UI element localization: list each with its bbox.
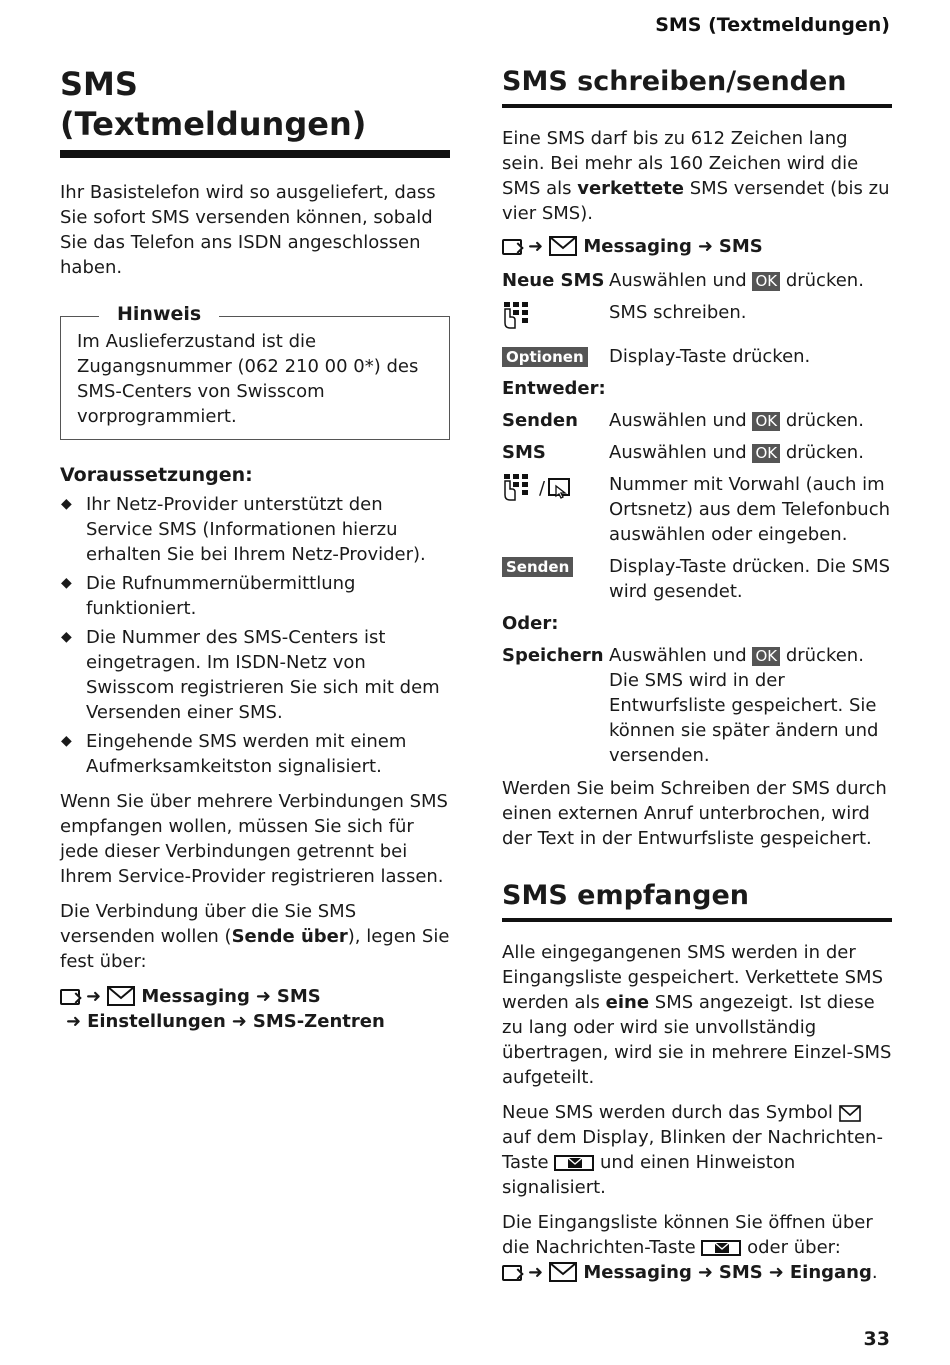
requirements-list [60,492,450,779]
list-item: ◆ Die Nummer des SMS-Centers ist eingetragen. Im ISDN-Netz von Swisscom registrieren Sie sich mit dem Versenden einer SMS. [60,625,450,725]
note-text: Im Auslieferzustand ist die Zugangsnummer (062 210 00 0*) des SMS-Centers von Swisscom vorprogrammiert. [77,331,419,427]
softkey-send: Senden [502,557,573,577]
section-title-receive: SMS empfangen [502,879,892,922]
envelope-icon [549,236,577,256]
left-column [60,60,450,1034]
receive-paragraph-2: Neue SMS werden durch das Symbol auf dem Display, Blinken der Nachrichten-Taste und einen Hinweiston signalisiert. [502,1101,883,1198]
write-intro: Eine SMS darf bis zu 612 Zeichen lang sein. Bei mehr als 160 Zeichen wird die SMS als verkettete SMS versendet (bis zu vier SMS). [502,127,890,224]
list-item: ◆ Eingehende SMS werden mit einem Aufmerksamkeitston signalisiert. [60,729,450,779]
multi-connection-paragraph: Wenn Sie über mehrere Verbindungen SMS empfangen wollen, müssen Sie sich für jede dieser Verbindungen getrennt bei Ihrem Service-Provider registrieren lassen. [60,791,448,887]
table-row: Entweder: [502,377,606,399]
arrow-icon: ➜ [528,1261,544,1283]
menu-path-inbox: ➜ Messaging ➜ SMS ➜ Eingang. [502,1260,892,1285]
menu-key-icon [502,1265,522,1281]
table-row: Senden Auswählen und OK drücken. [502,409,864,431]
requirements-title: Voraussetzungen: [60,464,253,486]
envelope-icon [107,986,135,1006]
keypad-icon [502,300,536,330]
right-column [502,60,892,1285]
steps-table [502,265,892,772]
menu-key-icon [502,239,522,255]
list-item: ◆ Die Rufnummernübermittlung funktioniert. [60,571,450,621]
page-number: 33 [863,1328,890,1350]
arrow-icon: ➜ [528,235,544,257]
message-key-icon [701,1240,741,1256]
note-box [60,303,450,440]
arrow-icon: ➜ [66,1011,82,1032]
section-title-write: SMS schreiben/senden [502,65,892,108]
ok-key: OK [752,647,780,666]
note-title: Hinweis [99,303,219,325]
table-row: Oder: [502,612,559,634]
arrow-icon: ➜ [86,986,102,1007]
arrow-icon: ➜ [255,986,271,1007]
ok-key: OK [752,272,780,291]
running-header: SMS (Textmeldungen) [655,14,890,36]
arrow-icon: ➜ [697,1261,713,1283]
table-row: SMS schreiben. [502,297,892,341]
interrupt-paragraph: Werden Sie beim Schreiben der SMS durch einen externen Anruf unterbrochen, wird der Text in der Entwurfsliste gespeichert. [502,777,887,849]
menu-key-icon [60,989,80,1005]
phonebook-icon [548,478,570,502]
message-key-icon [554,1155,594,1171]
menu-path-settings: ➜ Messaging ➜ SMS ➜ Einstellungen ➜ SMS-Zentren [60,984,450,1034]
intro-paragraph: Ihr Basistelefon wird so ausgeliefert, dass Sie sofort SMS versenden können, sobald Sie das Telefon ans ISDN angeschlossen haben. [60,182,436,278]
envelope-icon [839,1105,861,1122]
envelope-icon [549,1262,577,1282]
arrow-icon: ➜ [697,235,713,257]
keypad-icon [502,472,536,502]
table-row: Neue SMS Auswählen und OK drücken. [502,269,864,291]
table-row: Senden Display-Taste drücken. Die SMS wird gesendet. [502,551,892,608]
table-row: Speichern Auswählen und OK drücken. Die SMS wird in der Entwurfsliste gespeichert. Sie können sie später ändern und versenden. [502,644,879,766]
send-via-paragraph: Die Verbindung über die Sie SMS versenden wollen (Sende über), legen Sie fest über: [60,901,450,972]
arrow-icon: ➜ [231,1011,247,1032]
receive-paragraph-1: Alle eingegangenen SMS werden in der Eingangsliste gespeichert. Verkettete SMS werden als eine SMS angezeigt. Ist diese zu lang oder wird sie unvollständig übertragen, wird sie in mehrere Einzel-SMS aufgeteilt. [502,941,892,1088]
arrow-icon: ➜ [768,1261,784,1283]
receive-paragraph-3: Die Eingangsliste können Sie öffnen über die Nachrichten-Taste oder über: [502,1211,873,1258]
ok-key: OK [752,444,780,463]
table-row: / Nummer mit Vorwahl (auch im Ortsnetz) aus dem Telefonbuch auswählen oder eingeben. [502,469,892,551]
softkey-options: Optionen [502,347,588,367]
page-title: SMS (Textmeldungen) [60,64,450,158]
table-row: SMS Auswählen und OK drücken. [502,441,864,463]
menu-path-sms: ➜ Messaging ➜ SMS [502,234,892,259]
ok-key: OK [752,412,780,431]
table-row: Optionen Display-Taste drücken. [502,341,892,373]
list-item: ◆ Ihr Netz-Provider unterstützt den Service SMS (Informationen hierzu erhalten Sie bei Ihrem Netz-Provider). [60,492,450,567]
